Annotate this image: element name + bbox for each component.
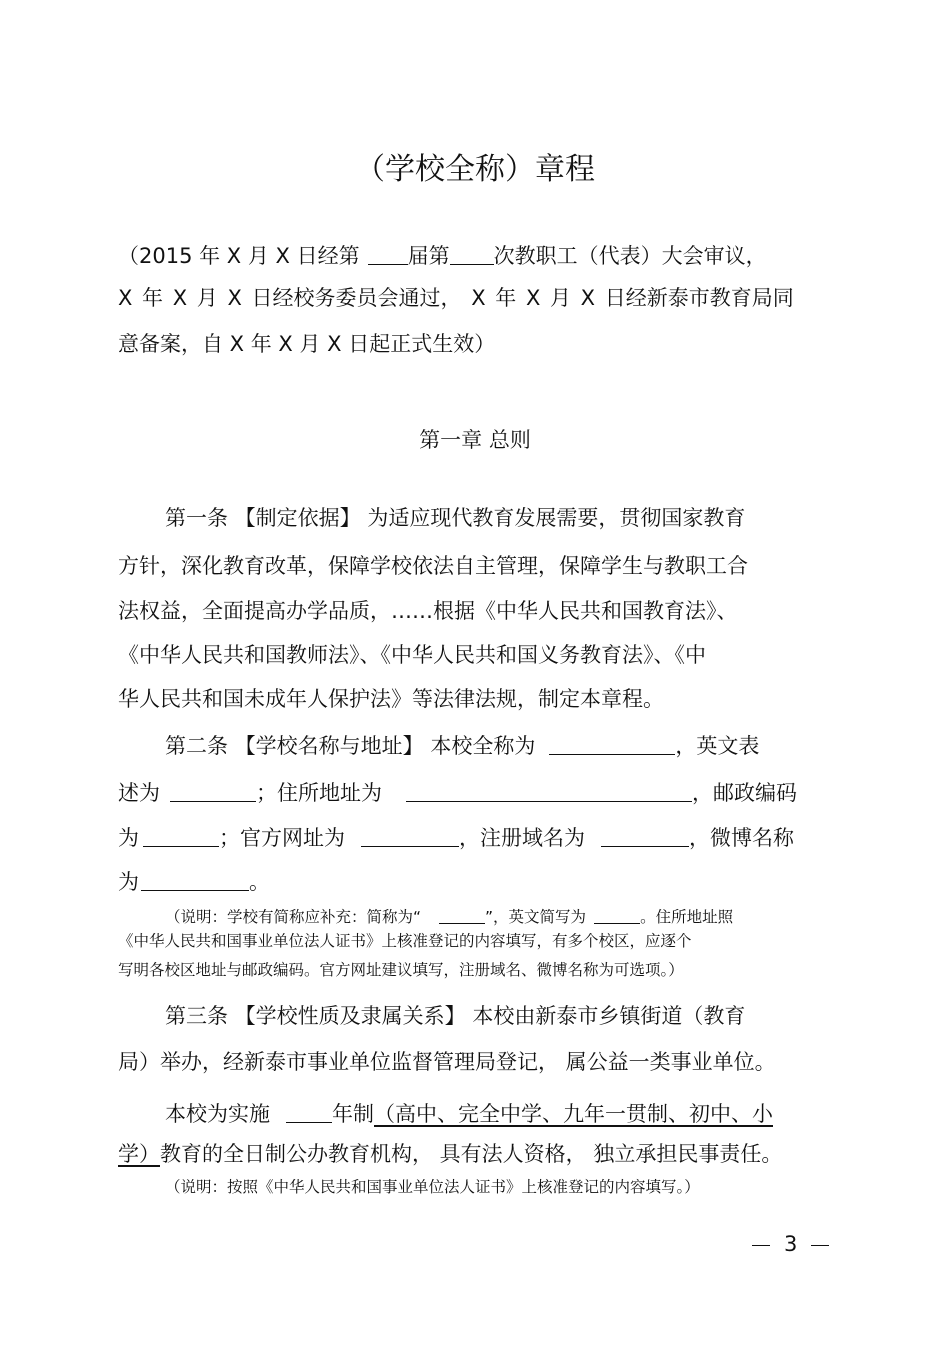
article-3-text: 教育的全日制公办教育机构， 具有法人资格， 独立承担民事责任。: [160, 1142, 783, 1166]
article-1-line: 华人民共和国未成年人保护法》等法律法规，制定本章程。: [118, 687, 664, 711]
preamble-text: （2015 年 X 月 X 日经第: [118, 244, 360, 268]
note-2: （说明：按照《中华人民共和国事业单位法人证书》上核准登记的内容填写。）: [165, 1178, 700, 1196]
english-abbr-blank: [594, 907, 640, 924]
article-1-line: 方针，深化教育改革，保障学校依法自主管理，保障学生与教职工合: [118, 554, 748, 578]
article-3-text: 本校为实施: [165, 1102, 270, 1126]
chapter-heading: 第一章 总则: [419, 428, 531, 452]
article-2-line-2: [118, 779, 797, 804]
school-type-options: 学）: [118, 1142, 160, 1166]
article-2-text: ，邮政编码: [692, 781, 797, 805]
article-2-text: 为: [118, 826, 139, 850]
school-name-blank: [549, 734, 675, 755]
note-1-line: 写明各校区地址与邮政编码。官方网址建议填写，注册域名、微博名称为可选项。）: [118, 961, 684, 979]
note-1-line: [165, 905, 733, 926]
preamble-line-2: X 年 X 月 X 日经校务委员会通过， X 年 X 月 X 日经新泰市教育局同: [118, 286, 794, 310]
page-number: [752, 1232, 829, 1256]
preamble-line-3: 意备案，自 X 年 X 月 X 日起正式生效）: [118, 332, 496, 356]
weibo-blank: [141, 870, 249, 891]
article-3-line: [118, 1144, 782, 1165]
article-2-text: ，注册域名为: [459, 826, 585, 850]
article-2-text: ，微博名称: [689, 826, 794, 850]
dash: [752, 1245, 770, 1246]
article-2-text: ；住所地址为: [256, 781, 382, 805]
note-text: （说明：学校有简称应补充：简称为“: [165, 908, 422, 926]
domain-blank: [601, 826, 689, 847]
page-number-value: 3: [784, 1232, 798, 1256]
note-text: 。住所地址照: [640, 908, 734, 926]
short-name-blank: [439, 907, 485, 924]
note-text: ”，英文简写为: [485, 908, 587, 926]
article-2-text: ；官方网址为: [219, 826, 345, 850]
article-2-text: ，英文表: [675, 734, 760, 758]
article-1-line: 第一条 【制定依据】 为适应现代教育发展需要，贯彻国家教育: [165, 506, 746, 530]
years-blank: [286, 1102, 332, 1123]
article-2-line-4: [118, 868, 270, 893]
article-3-line: 局）举办，经新泰市事业单位监督管理局登记， 属公益一类事业单位。: [118, 1050, 776, 1074]
postal-code-blank: [143, 826, 219, 847]
preamble-text: 次教职工（代表）大会审议，: [493, 244, 767, 268]
article-2-line-3: [118, 824, 794, 849]
document-title: （学校全称）章程: [355, 152, 595, 187]
article-3-line: [165, 1100, 773, 1125]
article-1-line: 法权益，全面提高办学品质，……根据《中华人民共和国教育法》、: [118, 599, 738, 623]
website-blank: [361, 826, 459, 847]
article-2-line-1: [165, 732, 759, 757]
english-name-blank: [170, 781, 256, 802]
note-1-line: 《中华人民共和国事业单位法人证书》上核准登记的内容填写，有多个校区，应逐个: [118, 932, 692, 950]
address-blank: [406, 781, 692, 802]
article-1-line: 《中华人民共和国教师法》、《中华人民共和国义务教育法》、《中: [118, 643, 706, 667]
article-2-text: 述为: [118, 781, 160, 805]
blank-field: [450, 244, 494, 265]
article-3-line: 第三条 【学校性质及隶属关系】 本校由新泰市乡镇街道（教育: [165, 1004, 746, 1028]
article-2-text: 第二条 【学校名称与地址】 本校全称为: [165, 734, 536, 758]
article-3-text: 年制: [332, 1102, 374, 1126]
preamble-text: 届第: [407, 244, 450, 268]
article-2-text: 。: [249, 870, 270, 894]
blank-field: [368, 244, 408, 265]
preamble-line-1: [118, 242, 767, 267]
school-type-options: （高中、完全中学、九年一贯制、初中、小: [374, 1102, 773, 1126]
dash: [811, 1245, 829, 1246]
article-2-text: 为: [118, 870, 139, 894]
